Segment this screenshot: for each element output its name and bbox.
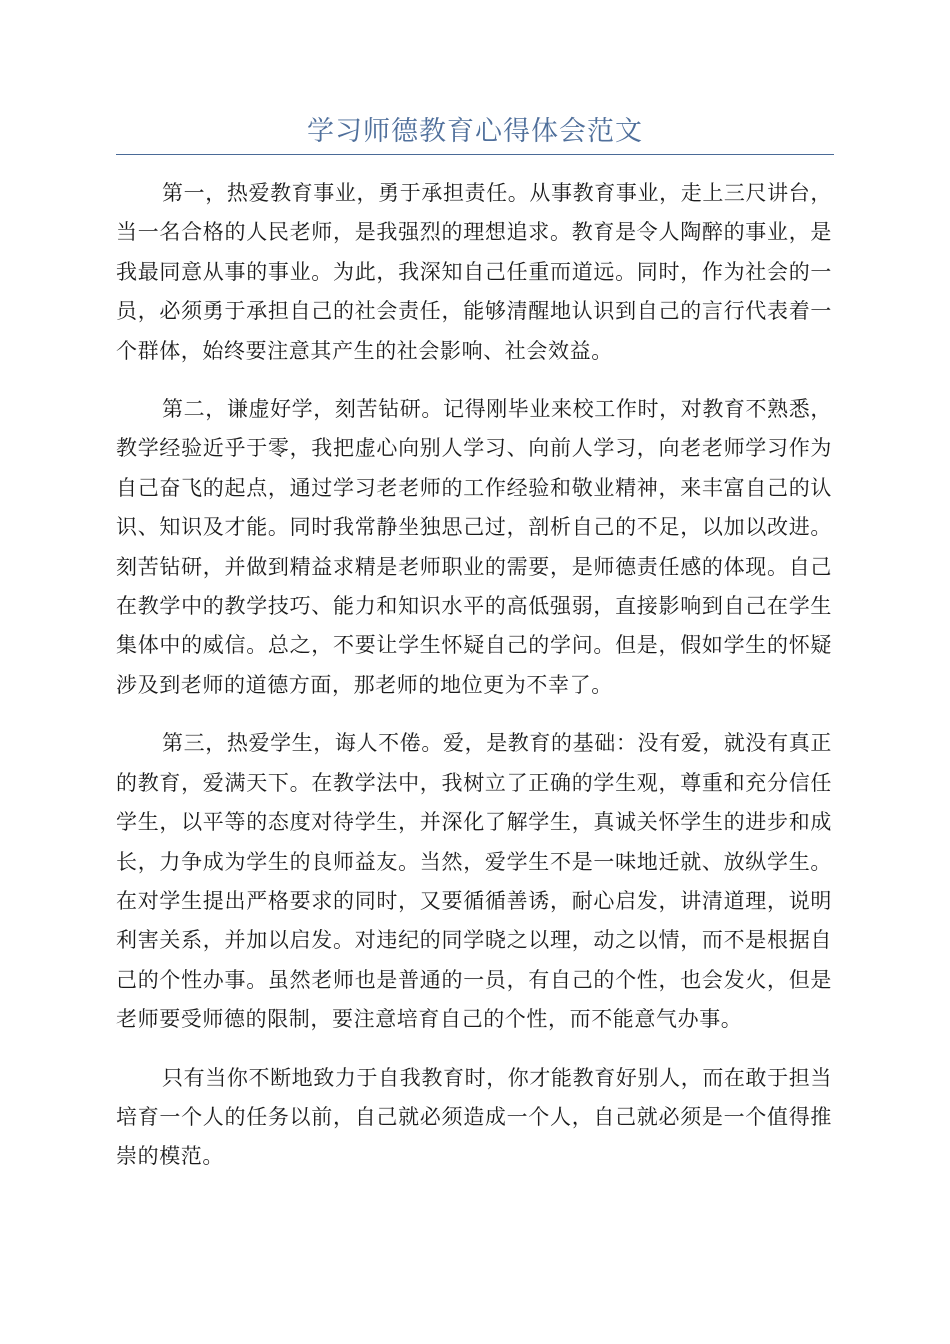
paragraph-4: 只有当你不断地致力于自我教育时，你才能教育好别人，而在敢于担当培育一个人的任务以前，自己就必须造成一个人，自己就必须是一个值得推崇的模范。 xyxy=(116,1065,832,1169)
document-body xyxy=(116,174,832,1196)
page-title: 学习师德教育心得体会范文 xyxy=(307,116,643,147)
paragraph-1: 第一，热爱教育事业，勇于承担责任。从事教育事业，走上三尺讲台，当一名合格的人民老师，是我强烈的理想追求。教育是令人陶醉的事业，是我最同意从事的事业。为此，我深知自己任重而道远。同时，作为社会的一员，必须勇于承担自己的社会责任，能够清醒地认识到自己的言行代表着一个群体，始终要注意其产生的社会影响、社会效益。 xyxy=(116,181,832,363)
paragraph-3: 第三，热爱学生，诲人不倦。爱，是教育的基础：没有爱，就没有真正的教育，爱满天下。在教学法中，我树立了正确的学生观，尊重和充分信任学生，以平等的态度对待学生，并深化了解学生，真诚关怀学生的进步和成长，力争成为学生的良师益友。当然，爱学生不是一味地迁就、放纵学生。在对学生提出严格要求的同时，又要循循善诱，耐心启发，讲清道理，说明利害关系，并加以启发。对违纪的同学晓之以理，动之以情，而不是根据自己的个性办事。虽然老师也是普通的一员，有自己的个性，也会发火，但是老师要受师德的限制，要注意培育自己的个性，而不能意气办事。 xyxy=(116,731,832,1032)
title-underline xyxy=(116,154,834,155)
paragraph-2: 第二，谦虚好学，刻苦钻研。记得刚毕业来校工作时，对教育不熟悉，教学经验近乎于零，我把虚心向别人学习、向前人学习，向老老师学习作为自己奋飞的起点，通过学习老老师的工作经验和敬业精神，来丰富自己的认识、知识及才能。同时我常静坐独思己过，剖析自己的不足，以加以改进。刻苦钻研，并做到精益求精是老师职业的需要，是师德责任感的体现。自己在教学中的教学技巧、能力和知识水平的高低强弱，直接影响到自己在学生集体中的威信。总之，不要让学生怀疑自己的学问。但是，假如学生的怀疑涉及到老师的道德方面，那老师的地位更为不幸了。 xyxy=(116,397,832,697)
